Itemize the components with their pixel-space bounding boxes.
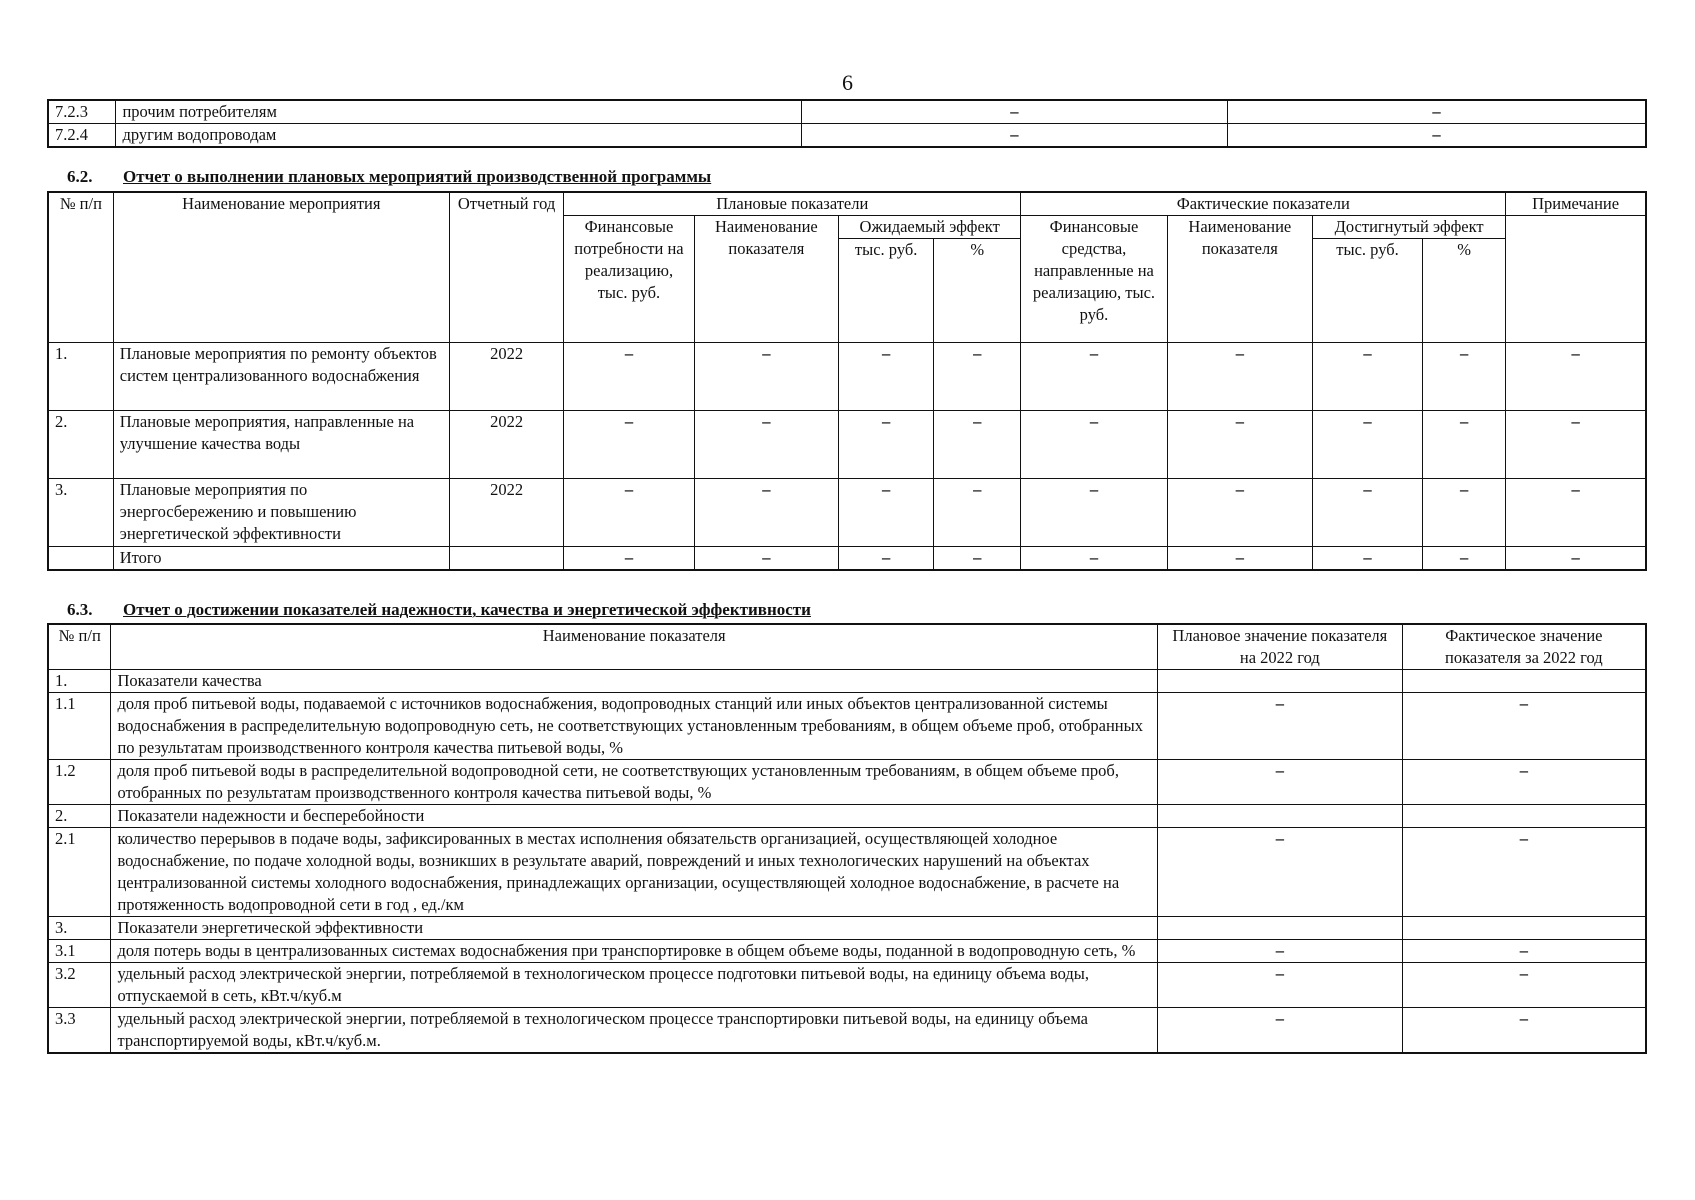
page-number: 6 [842,70,853,95]
row-number [48,547,113,571]
row-number: 1. [48,670,111,693]
plan-value: – [1157,828,1402,917]
cell-value: – [839,547,934,571]
plan-value: – [1157,693,1402,760]
cell-value: – [1506,343,1646,411]
row-name: Итого [113,547,449,571]
fact-value [1402,917,1646,940]
row-number: 1.1 [48,693,111,760]
row-number: 1. [48,343,113,411]
cell-value: – [1313,411,1423,479]
cell-value: – [564,343,694,411]
header-name: Наименование мероприятия [113,192,449,343]
cell-value: – [1313,343,1423,411]
plan-value: – [1157,1008,1402,1054]
fact-value [1402,670,1646,693]
row-name: Плановые мероприятия по ремонту объектов систем централизованного водоснабжения [113,343,449,411]
table-row [48,343,1646,411]
table-row [48,411,1646,479]
cell-value: – [1506,547,1646,571]
header-num: № п/п [48,192,113,343]
cell-value: – [1506,411,1646,479]
row-number: 3.2 [48,963,111,1008]
fact-value: – [1228,100,1646,124]
row-year: 2022 [449,411,563,479]
fact-value: – [1402,940,1646,963]
row-number: 2.1 [48,828,111,917]
fact-value: – [1402,693,1646,760]
cell-value: – [1167,343,1312,411]
header-fact-effect: Достигнутый эффект [1313,216,1506,239]
section-title-text: Отчет о достижении показателей надежности, качества и энергетической эффективности [123,600,811,619]
table-row [48,917,1646,940]
section-title-6-3 [67,600,811,620]
table-row [48,693,1646,760]
cell-value: – [1313,479,1423,547]
cell-value: – [839,479,934,547]
cell-value: – [934,547,1021,571]
table-row [48,828,1646,917]
table-row [48,760,1646,805]
header-name: Наименование показателя [111,624,1158,670]
plan-value: – [801,124,1227,148]
header-plan-pct: % [934,239,1021,343]
cell-value: – [1167,479,1312,547]
header-plan-fin: Финансовые потребности на реализацию, тыс. руб. [564,216,694,343]
header-fact: Фактическое значение показателя за 2022 год [1402,624,1646,670]
row-number: 2. [48,411,113,479]
cell-value: – [694,547,838,571]
row-year [449,547,563,571]
row-label: прочим потребителям [116,100,801,124]
plan-value [1157,805,1402,828]
cell-value: – [934,343,1021,411]
table-row [48,963,1646,1008]
cell-value: – [564,411,694,479]
table-row [48,805,1646,828]
row-year: 2022 [449,343,563,411]
table-row [48,1008,1646,1054]
row-name: количество перерывов в подаче воды, зафиксированных в местах исполнения обязательств организацией, осуществляющей холодное водоснабжение, по подаче холодной воды, возникших в результате аварий, повреждений и иных технологических нарушений на объектах централизованной системы холодного водоснабжения, принадлежащих организации, осуществляющей холодное водоснабжение, в расчете на протяженность водопроводной сети в год , ед./км [111,828,1158,917]
fact-value: – [1402,760,1646,805]
table-row [48,124,1646,148]
cell-value: – [1423,343,1506,411]
cell-value: – [1167,547,1312,571]
continuation-table [47,99,1647,148]
table-row [48,940,1646,963]
row-name: Показатели качества [111,670,1158,693]
indicators-table [47,623,1647,1054]
row-name: доля потерь воды в централизованных системах водоснабжения при транспортировке в общем объеме воды, поданной в водопроводную сеть, % [111,940,1158,963]
row-year: 2022 [449,479,563,547]
row-number: 2. [48,805,111,828]
cell-value: – [1021,479,1167,547]
cell-value: – [1021,411,1167,479]
section-number: 6.3. [67,600,93,619]
header-note-empty [1506,216,1646,343]
section-title-6-2 [67,167,711,187]
total-row [48,547,1646,571]
header-year: Отчетный год [449,192,563,343]
header-plan-effect: Ожидаемый эффект [839,216,1021,239]
cell-value: – [1506,479,1646,547]
cell-value: – [1313,547,1423,571]
row-name: доля проб питьевой воды, подаваемой с источников водоснабжения, водопроводных станций или иных объектов централизованной системы водоснабжения в распределительную водопроводную сеть, не соответствующих установленным требованиям, в общем объеме проб, отобранных по результатам производственного контроля качества питьевой воды, % [111,693,1158,760]
header-fact-indicator: Наименование показателя [1167,216,1312,343]
header-plan-rub: тыс. руб. [839,239,934,343]
header-plan-indicator: Наименование показателя [694,216,838,343]
plan-value: – [801,100,1227,124]
fact-value: – [1402,1008,1646,1054]
row-number: 3. [48,917,111,940]
row-name: удельный расход электрической энергии, потребляемой в технологическом процессе подготовки питьевой воды, на единицу объема воды, отпускаемой в сеть, кВт.ч/куб.м [111,963,1158,1008]
cell-value: – [839,343,934,411]
cell-value: – [564,547,694,571]
plan-value: – [1157,940,1402,963]
cell-value: – [1423,547,1506,571]
cell-value: – [694,343,838,411]
header-note: Примечание [1506,192,1646,216]
cell-value: – [564,479,694,547]
fact-value: – [1228,124,1646,148]
row-number: 7.2.3 [48,100,116,124]
cell-value: – [1167,411,1312,479]
row-name: Показатели энергетической эффективности [111,917,1158,940]
fact-value: – [1402,828,1646,917]
header-plan: Плановое значение показателя на 2022 год [1157,624,1402,670]
row-name: доля проб питьевой воды в распределительной водопроводной сети, не соответствующих установленным требованиям, в общем объеме проб, отобранных по результатам производственного контроля качества питьевой воды, % [111,760,1158,805]
table-row [48,670,1646,693]
cell-value: – [1021,343,1167,411]
row-name: Показатели надежности и бесперебойности [111,805,1158,828]
plan-activities-table [47,191,1647,571]
cell-value: – [694,479,838,547]
plan-value [1157,917,1402,940]
row-number: 1.2 [48,760,111,805]
row-name: Плановые мероприятия, направленные на улучшение качества воды [113,411,449,479]
table-row [48,479,1646,547]
row-number: 3.3 [48,1008,111,1054]
cell-value: – [1423,411,1506,479]
row-name: Плановые мероприятия по энергосбережению и повышению энергетической эффективности [113,479,449,547]
cell-value: – [839,411,934,479]
header-fact-rub: тыс. руб. [1313,239,1423,343]
row-name: удельный расход электрической энергии, потребляемой в технологическом процессе транспортировки питьевой воды, на единицу объема транспортируемой воды, кВт.ч/куб.м. [111,1008,1158,1054]
row-number: 3.1 [48,940,111,963]
table-row [48,100,1646,124]
header-num: № п/п [48,624,111,670]
plan-value: – [1157,760,1402,805]
plan-value: – [1157,963,1402,1008]
row-number: 7.2.4 [48,124,116,148]
cell-value: – [694,411,838,479]
header-plan-group: Плановые показатели [564,192,1021,216]
plan-value [1157,670,1402,693]
row-label: другим водопроводам [116,124,801,148]
cell-value: – [1423,479,1506,547]
cell-value: – [934,411,1021,479]
cell-value: – [1021,547,1167,571]
section-title-text: Отчет о выполнении плановых мероприятий производственной программы [123,167,712,186]
header-fact-group: Фактические показатели [1021,192,1506,216]
fact-value [1402,805,1646,828]
cell-value: – [934,479,1021,547]
fact-value: – [1402,963,1646,1008]
header-fact-fin: Финансовые средства, направленные на реализацию, тыс. руб. [1021,216,1167,343]
section-number: 6.2. [67,167,93,186]
header-fact-pct: % [1423,239,1506,343]
row-number: 3. [48,479,113,547]
